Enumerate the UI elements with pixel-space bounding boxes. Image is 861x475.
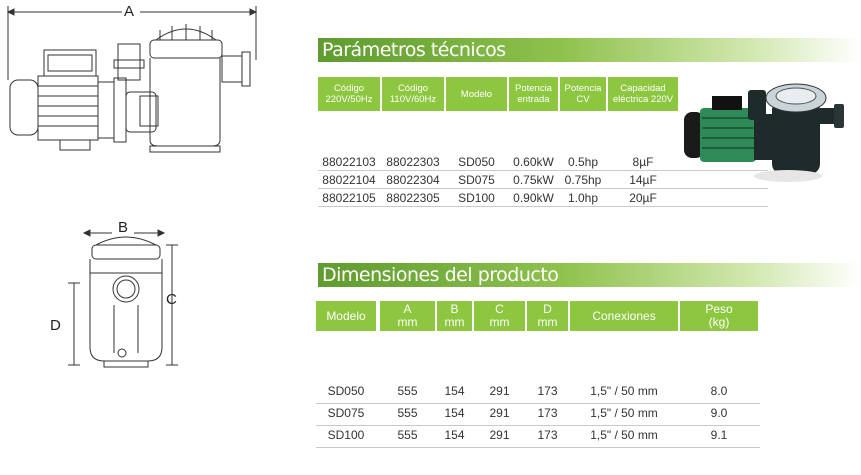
header-line: B xyxy=(450,302,459,316)
header-line: 110V/60Hz xyxy=(389,94,437,105)
table-cell: 0.75hp xyxy=(564,173,602,187)
table-cell: 88022104 xyxy=(322,173,376,187)
dimension-label-a: A xyxy=(124,3,135,20)
section-title-tech: Parámetros técnicos xyxy=(318,38,861,62)
table-cell: 154 xyxy=(444,406,465,420)
header-line: mm xyxy=(397,315,418,329)
header-line: D xyxy=(543,302,552,316)
dimension-label-d: D xyxy=(50,317,61,334)
table-cell: 88022305 xyxy=(386,191,440,205)
header-line: CV xyxy=(576,94,590,105)
header-line: Potencia xyxy=(564,83,602,94)
header-line: Conexiones xyxy=(592,308,656,323)
header-line: entrada xyxy=(517,94,550,105)
table-cell: 88022303 xyxy=(386,155,440,169)
header-line: A xyxy=(403,302,412,316)
table-cell: 555 xyxy=(397,428,418,442)
table-header-cell xyxy=(570,301,678,331)
table-header-cell xyxy=(446,77,507,111)
table-cell: 88022304 xyxy=(386,173,440,187)
header-line: Código xyxy=(397,83,429,94)
table-cell: 555 xyxy=(397,406,418,420)
table-cell: 291 xyxy=(489,406,510,420)
header-line: mm xyxy=(444,315,465,329)
pump-side-drawing xyxy=(0,0,270,170)
table-header-cell xyxy=(608,77,678,111)
table-cell: 154 xyxy=(444,428,465,442)
table-cell: 0.60kW xyxy=(513,155,554,169)
table-cell: 8.0 xyxy=(710,384,728,398)
header-line: Modelo xyxy=(460,88,493,100)
table-cell: 1,5" / 50 mm xyxy=(590,428,658,442)
dimension-label-b: B xyxy=(118,219,129,236)
table-cell: SD050 xyxy=(327,384,365,398)
table-cell: SD075 xyxy=(458,173,495,187)
header-line: mm xyxy=(537,315,558,329)
table-header-cell xyxy=(680,301,758,331)
table-header-cell xyxy=(437,301,472,331)
table-cell: 20µF xyxy=(629,191,657,205)
table-header-cell xyxy=(474,301,525,331)
header-line: (kg) xyxy=(708,315,730,329)
table-cell: SD100 xyxy=(458,191,495,205)
table-header-cell xyxy=(382,77,444,111)
table-cell: 173 xyxy=(537,384,558,398)
table-cell: 173 xyxy=(537,406,558,420)
table-header-cell xyxy=(527,301,568,331)
table-cell: SD050 xyxy=(458,155,495,169)
table-cell: 0.90kW xyxy=(513,191,554,205)
table-cell: SD075 xyxy=(327,406,365,420)
table-cell: 291 xyxy=(489,384,510,398)
dimension-label-c: C xyxy=(166,291,177,308)
section-title-dims: Dimensiones del producto xyxy=(318,263,861,287)
table-header-cell xyxy=(509,77,558,111)
table-cell: 291 xyxy=(489,428,510,442)
header-line: 220V/50Hz xyxy=(325,94,373,105)
table-header-cell xyxy=(380,301,435,331)
header-line: Capacidad xyxy=(620,83,666,94)
table-cell: 88022105 xyxy=(322,191,376,205)
table-cell: 1,5" / 50 mm xyxy=(590,406,658,420)
table-cell: 555 xyxy=(397,384,418,398)
header-line: Potencia xyxy=(515,83,552,94)
table-cell: 14µF xyxy=(629,173,657,187)
table-cell: 154 xyxy=(444,384,465,398)
table-cell: SD100 xyxy=(327,428,365,442)
table-cell: 0.75kW xyxy=(513,173,554,187)
header-line: Modelo xyxy=(326,308,366,323)
table-cell: 88022103 xyxy=(322,155,376,169)
header-line: eléctrica 220V xyxy=(612,94,674,105)
table-cell: 9.1 xyxy=(710,428,728,442)
pump-product-photo xyxy=(676,72,856,192)
table-cell: 1,5" / 50 mm xyxy=(590,384,658,398)
table-header-cell xyxy=(316,301,376,331)
header-line: Peso xyxy=(705,302,733,316)
table-header-cell xyxy=(560,77,606,111)
table-cell: 1.0hp xyxy=(567,191,599,205)
row-divider xyxy=(316,447,760,448)
table-cell: 173 xyxy=(537,428,558,442)
row-divider xyxy=(318,206,768,207)
table-cell: 0.5hp xyxy=(567,155,599,169)
table-cell: 9.0 xyxy=(710,406,728,420)
header-line: mm xyxy=(489,315,510,329)
header-line: C xyxy=(495,302,504,316)
table-cell: 8µF xyxy=(632,155,654,169)
table-header-cell xyxy=(318,77,380,111)
header-line: Código xyxy=(333,83,365,94)
